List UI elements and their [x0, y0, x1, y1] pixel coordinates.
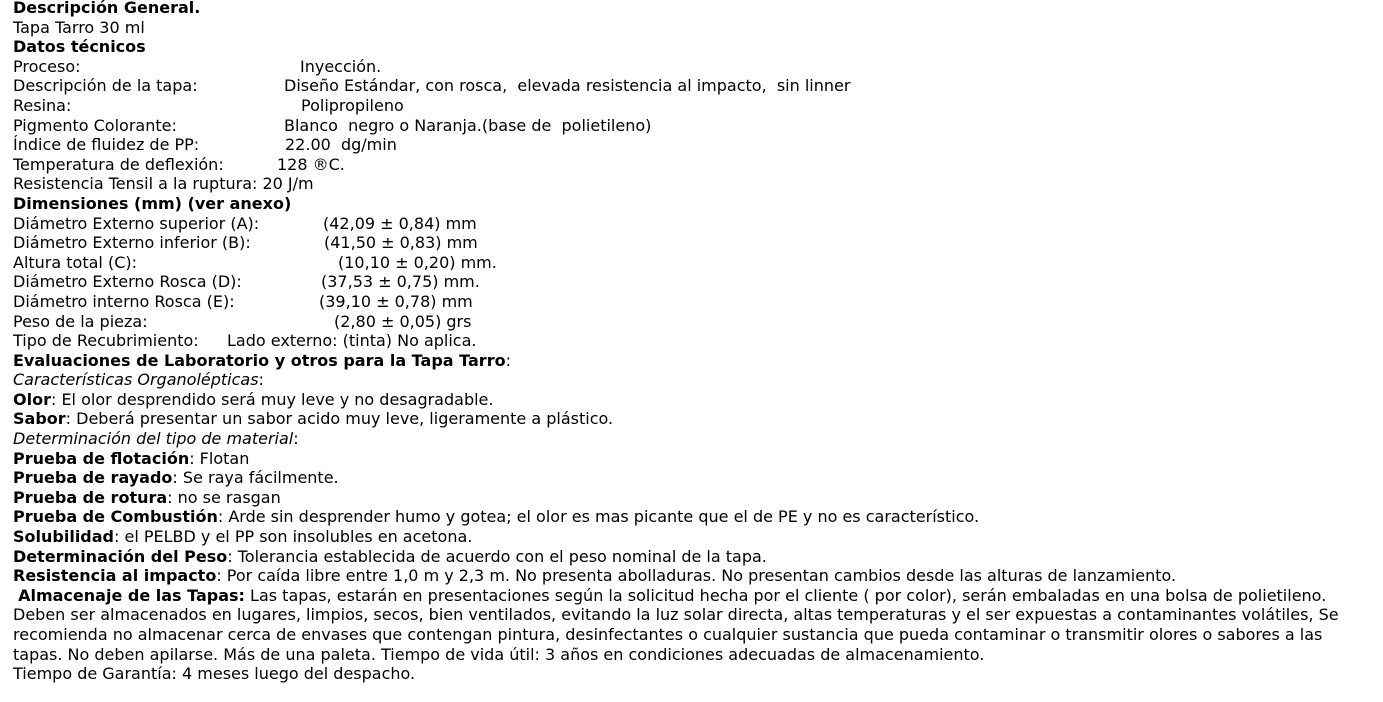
technical-label: Índice de fluidez de PP: — [13, 135, 200, 155]
technical-row-fluidity — [13, 135, 1373, 155]
test-label: Resistencia al impacto — [13, 566, 217, 586]
dimension-label: Diámetro Externo superior (A): — [13, 213, 260, 233]
test-label: Prueba de flotación — [13, 448, 190, 468]
technical-heading: Datos técnicos — [13, 37, 146, 57]
test-line — [13, 449, 1373, 469]
technical-row-pigment — [13, 116, 1373, 136]
dimension-value: Lado externo: (tinta) No aplica. — [227, 331, 477, 351]
test-text: : Por caída libre entre 1,0 m y 2,3 m. No presenta abolladuras. No presentan cambios desde las alturas de lanzamiento. — [216, 566, 1177, 586]
test-text: : Flotan — [189, 448, 250, 468]
test-line — [13, 547, 1373, 567]
sabor-text: : Deberá presentar un sabor acido muy leve, ligeramente a plástico. — [65, 409, 614, 429]
technical-row-deflection — [13, 155, 1373, 175]
document — [13, 0, 1373, 684]
technical-value: Inyección. — [300, 56, 382, 76]
material-heading-colon: : — [293, 429, 299, 449]
technical-row-description — [13, 76, 1373, 96]
dimension-value: (37,53 ± 0,75) mm. — [321, 272, 480, 292]
test-text: : Arde sin desprender humo y gotea; el olor es mas picante que el de PE y no es característico. — [217, 507, 980, 527]
dimension-label: Tipo de Recubrimiento: — [13, 331, 199, 351]
dimension-label: Diámetro interno Rosca (E): — [13, 291, 235, 311]
olor-text: : El olor desprendido será muy leve y no desagradable. — [50, 389, 494, 409]
dimension-row-b — [13, 233, 1373, 253]
evaluations-heading-line — [13, 351, 1373, 371]
test-label: Prueba de rayado — [13, 468, 173, 488]
technical-value: Blanco negro o Naranja.(base de polietileno) — [284, 115, 652, 135]
technical-row-process — [13, 57, 1373, 77]
technical-value: 128 ®C. — [277, 154, 345, 174]
dimension-row-c — [13, 253, 1373, 273]
dimension-value: (41,50 ± 0,83) mm — [324, 233, 478, 253]
olor-label: Olor — [13, 389, 51, 409]
general-heading: Descripción General. — [13, 0, 201, 17]
dimension-value: (10,10 ± 0,20) mm. — [338, 252, 497, 272]
olor-line — [13, 390, 1373, 410]
test-text: : Se raya fácilmente. — [172, 468, 339, 488]
technical-label: Pigmento Colorante: — [13, 115, 177, 135]
material-heading-line — [13, 429, 1373, 449]
technical-row-resin — [13, 96, 1373, 116]
dimension-label: Peso de la pieza: — [13, 311, 148, 331]
dimension-row-coating — [13, 331, 1373, 351]
test-line — [13, 527, 1373, 547]
test-line — [13, 468, 1373, 488]
dimension-row-a — [13, 214, 1373, 234]
sabor-label: Sabor — [13, 409, 66, 429]
test-line — [13, 488, 1373, 508]
test-label: Prueba de rotura — [13, 487, 168, 507]
storage-text: Las tapas, estarán en presentaciones según la solicitud hecha por el cliente ( por color), serán embaladas en una bolsa de polietileno. Deben ser almacenados en lugares, limpios, secos, bien ventilados, evitando la luz solar directa, altas temperaturas y el ser expuestas a contaminantes volátiles, Se recomienda no almacenar cerca de envases que contengan pintura, desinfectantes o cualquier sustancia que pueda contaminar o transmitir olores o sabores a las tapas. No deben apilarse. Más de una paleta. Tiempo de vida útil: 3 años en condiciones adecuadas de almacenamiento. — [13, 585, 1339, 664]
warranty-line: Tiempo de Garantía: 4 meses luego del despacho. — [13, 664, 416, 684]
test-text: : el PELBD y el PP son insolubles en acetona. — [114, 527, 473, 547]
dimension-row-weight — [13, 312, 1373, 332]
evaluations-heading-colon: : — [505, 350, 511, 370]
test-label: Determinación del Peso — [13, 546, 228, 566]
technical-label: Temperatura de deflexión: — [13, 154, 224, 174]
sabor-line — [13, 409, 1373, 429]
storage-label: Almacenaje de las Tapas: — [18, 585, 245, 605]
dimension-label: Diámetro Externo inferior (B): — [13, 233, 251, 253]
technical-label: Resina: — [13, 95, 72, 115]
test-label: Solubilidad — [13, 527, 114, 547]
test-line — [13, 566, 1373, 586]
test-text: : Tolerancia establecida de acuerdo con el peso nominal de la tapa. — [227, 546, 767, 566]
dimensions-heading: Dimensiones (mm) (ver anexo) — [13, 193, 292, 213]
technical-label: Resistencia Tensil a la ruptura: — [13, 174, 258, 194]
test-line — [13, 507, 1373, 527]
dimension-value: (42,09 ± 0,84) mm — [323, 213, 477, 233]
technical-value: 20 J/m — [262, 174, 314, 194]
test-text: : no se rasgan — [167, 487, 281, 507]
technical-value: Polipropileno — [301, 95, 404, 115]
product-name: Tapa Tarro 30 ml — [13, 17, 145, 37]
dimension-label: Altura total (C): — [13, 252, 137, 272]
technical-label: Descripción de la tapa: — [13, 76, 198, 96]
dimension-label: Diámetro Externo Rosca (D): — [13, 272, 242, 292]
technical-row-tensile — [13, 174, 1373, 194]
organoleptic-heading: Características Organolépticas — [13, 370, 259, 390]
dimension-row-e — [13, 292, 1373, 312]
dimension-value: (2,80 ± 0,05) grs — [334, 311, 472, 331]
technical-value: Diseño Estándar, con rosca, elevada resistencia al impacto, sin linner — [284, 76, 851, 96]
technical-value: 22.00 dg/min — [285, 135, 397, 155]
organoleptic-heading-line — [13, 370, 1373, 390]
dimension-value: (39,10 ± 0,78) mm — [319, 291, 473, 311]
dimension-row-d — [13, 272, 1373, 292]
storage-paragraph — [13, 586, 1368, 664]
evaluations-heading: Evaluaciones de Laboratorio y otros para la Tapa Tarro — [13, 350, 506, 370]
technical-label: Proceso: — [13, 56, 81, 76]
material-heading: Determinación del tipo de material — [13, 429, 294, 449]
test-label: Prueba de Combustión — [13, 507, 218, 527]
organoleptic-heading-colon: : — [258, 370, 264, 390]
